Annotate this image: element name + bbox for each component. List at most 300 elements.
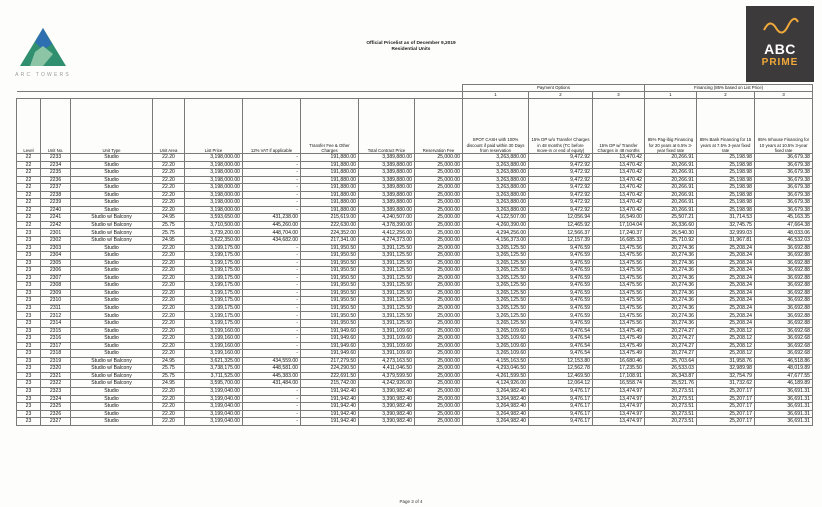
table-cell: 12,056.94 <box>529 214 593 222</box>
table-cell: 3,595,700.00 <box>185 380 243 388</box>
table-cell: 23 <box>17 350 41 358</box>
table-cell: 31,714.53 <box>697 214 755 222</box>
table-cell: 13,474.97 <box>593 387 645 395</box>
table-cell: 26,343.87 <box>645 372 697 380</box>
right-logo-line-1: ABC <box>764 41 796 57</box>
table-cell: 3,391,109.60 <box>359 327 415 335</box>
table-cell: 23 <box>17 357 41 365</box>
table-cell: - <box>243 184 301 192</box>
table-cell: 46,189.89 <box>755 380 813 388</box>
table-cell: 25,000.00 <box>415 357 463 365</box>
table-cell: 25,000.00 <box>415 282 463 290</box>
table-cell: 191,949.60 <box>301 327 359 335</box>
table-cell: Studio <box>71 259 153 267</box>
table-cell: 20,273.51 <box>645 395 697 403</box>
table-cell: 23 <box>17 410 41 418</box>
table-cell: 36,679.38 <box>755 191 813 199</box>
table-cell: 2314 <box>41 320 71 328</box>
table-cell: 25,000.00 <box>415 252 463 260</box>
table-cell: 25,507.21 <box>645 214 697 222</box>
table-cell: 25,000.00 <box>415 206 463 214</box>
table-cell: 22.20 <box>153 199 185 207</box>
table-cell: 23 <box>17 237 41 245</box>
table-cell: 3,198,000.00 <box>185 176 243 184</box>
table-cell: 20,266.91 <box>645 169 697 177</box>
table-cell: Studio <box>71 176 153 184</box>
table-cell: 22 <box>17 176 41 184</box>
column-header: Unit No. <box>41 99 71 154</box>
table-cell: 22.20 <box>153 312 185 320</box>
table-cell: 16,680.46 <box>593 357 645 365</box>
table-cell: 25,208.24 <box>697 252 755 260</box>
table-cell: 23 <box>17 418 41 426</box>
table-cell: 434,682.00 <box>243 237 301 245</box>
table-cell: 13,475.56 <box>593 267 645 275</box>
column-header: 15% DP w/o Transfer Charges in 48 months (TC before move-in or end of equity) <box>529 99 593 154</box>
table-cell: 23 <box>17 304 41 312</box>
table-cell: 4,156,373.00 <box>463 237 529 245</box>
table-cell: 20,274.27 <box>645 327 697 335</box>
table-cell: 36,692.88 <box>755 312 813 320</box>
column-header: List Price <box>185 99 243 154</box>
table-cell: 2322 <box>41 380 71 388</box>
table-cell: 22.20 <box>153 304 185 312</box>
table-cell: - <box>243 312 301 320</box>
table-cell: 17,240.37 <box>593 229 645 237</box>
table-cell: 3,199,175.00 <box>185 320 243 328</box>
table-cell: 23 <box>17 229 41 237</box>
table-cell: 16,685.33 <box>593 237 645 245</box>
table-cell: 13,470.42 <box>593 161 645 169</box>
option-number: 1 <box>645 92 697 99</box>
table-cell: 12,064.12 <box>529 380 593 388</box>
table-cell: 23 <box>17 380 41 388</box>
table-cell: 13,475.56 <box>593 259 645 267</box>
table-cell: 31,732.62 <box>697 380 755 388</box>
table-cell: 9,476.59 <box>529 312 593 320</box>
table-cell: 20,273.51 <box>645 410 697 418</box>
table-cell: 4,242,926.00 <box>359 380 415 388</box>
table-cell: 25,000.00 <box>415 304 463 312</box>
group-number-row <box>17 92 813 99</box>
table-cell: 23 <box>17 267 41 275</box>
table-cell: 13,475.49 <box>593 335 645 343</box>
table-cell: 3,265,125.50 <box>463 297 529 305</box>
table-cell: 22 <box>17 214 41 222</box>
table-cell: 3,391,125.50 <box>359 274 415 282</box>
table-cell: 36,692.88 <box>755 320 813 328</box>
table-cell: 25,208.12 <box>697 342 755 350</box>
table-row <box>17 403 813 411</box>
table-cell: 20,266.91 <box>645 176 697 184</box>
table-cell: 9,476.54 <box>529 327 593 335</box>
table-cell: 25,521.76 <box>645 380 697 388</box>
table-cell: 4,293,046.50 <box>463 365 529 373</box>
table-cell: Studio <box>71 282 153 290</box>
table-cell: 4,378,390.00 <box>359 221 415 229</box>
table-cell: 22.20 <box>153 410 185 418</box>
table-row <box>17 199 813 207</box>
table-cell: 2309 <box>41 289 71 297</box>
table-cell: 16,558.74 <box>593 380 645 388</box>
table-cell: 25,000.00 <box>415 297 463 305</box>
table-cell: 23 <box>17 244 41 252</box>
table-cell: 445,260.00 <box>243 221 301 229</box>
table-cell: Studio w/ Balcony <box>71 372 153 380</box>
table-cell: 13,474.97 <box>593 410 645 418</box>
table-cell: 13,474.97 <box>593 395 645 403</box>
table-row <box>17 282 813 290</box>
table-cell: 3,265,125.50 <box>463 304 529 312</box>
table-cell: Studio <box>71 350 153 358</box>
table-cell: Studio <box>71 403 153 411</box>
table-cell: 22 <box>17 191 41 199</box>
table-cell: 23 <box>17 387 41 395</box>
table-cell: 3,264,982.40 <box>463 403 529 411</box>
table-cell: 36,692.88 <box>755 267 813 275</box>
table-cell: 20,274.36 <box>645 274 697 282</box>
table-cell: 25,000.00 <box>415 244 463 252</box>
table-cell: 24.95 <box>153 237 185 245</box>
table-cell: 2321 <box>41 372 71 380</box>
table-cell: 13,474.97 <box>593 403 645 411</box>
table-cell: 2327 <box>41 418 71 426</box>
table-cell: 2315 <box>41 327 71 335</box>
table-cell: 22 <box>17 154 41 162</box>
table-cell: 3,389,880.00 <box>359 176 415 184</box>
table-cell: 3,390,982.40 <box>359 387 415 395</box>
table-cell: 20,266.91 <box>645 154 697 162</box>
table-cell: 2237 <box>41 184 71 192</box>
table-cell: 22.20 <box>153 184 185 192</box>
table-cell: 3,389,880.00 <box>359 184 415 192</box>
table-cell: 3,265,125.50 <box>463 282 529 290</box>
table-row <box>17 418 813 426</box>
table-cell: 23 <box>17 297 41 305</box>
table-cell: 22.20 <box>153 154 185 162</box>
table-cell: Studio <box>71 312 153 320</box>
table-cell: 3,389,880.00 <box>359 199 415 207</box>
table-cell: 4,260,390.00 <box>463 221 529 229</box>
table-cell: 3,199,040.00 <box>185 387 243 395</box>
table-cell: 20,274.36 <box>645 267 697 275</box>
table-cell: 22 <box>17 206 41 214</box>
table-cell: Studio w/ Balcony <box>71 214 153 222</box>
table-cell: 22.20 <box>153 169 185 177</box>
table-cell: 9,472.92 <box>529 154 593 162</box>
table-cell: 2316 <box>41 335 71 343</box>
table-cell: - <box>243 282 301 290</box>
table-cell: 191,880.00 <box>301 191 359 199</box>
table-cell: 4,379,599.50 <box>359 372 415 380</box>
table-cell: 2234 <box>41 161 71 169</box>
table-cell: Studio <box>71 244 153 252</box>
table-cell: 23 <box>17 312 41 320</box>
document-title <box>300 41 522 53</box>
column-header: 85% Bank Financing for 15 years at 7.5% 3-year fixed rate <box>697 99 755 154</box>
option-number: 3 <box>755 92 813 99</box>
table-cell: 3,199,175.00 <box>185 259 243 267</box>
table-cell: 2241 <box>41 214 71 222</box>
table-cell: 46,518.86 <box>755 357 813 365</box>
table-cell: 25,000.00 <box>415 327 463 335</box>
table-cell: 32,754.79 <box>697 372 755 380</box>
table-cell: 3,265,125.50 <box>463 252 529 260</box>
table-cell: 191,950.50 <box>301 304 359 312</box>
table-cell: - <box>243 206 301 214</box>
table-cell: 4,122,507.00 <box>463 214 529 222</box>
table-cell: Studio <box>71 206 153 214</box>
table-cell: 3,391,125.50 <box>359 304 415 312</box>
table-cell: - <box>243 274 301 282</box>
table-cell: 25,000.00 <box>415 274 463 282</box>
table-cell: 191,942.40 <box>301 410 359 418</box>
table-cell: 25,208.24 <box>697 297 755 305</box>
table-cell: 9,472.92 <box>529 184 593 192</box>
table-cell: 3,199,175.00 <box>185 297 243 305</box>
table-cell: 13,470.42 <box>593 184 645 192</box>
table-cell: 3,391,125.50 <box>359 259 415 267</box>
table-cell: 191,950.50 <box>301 274 359 282</box>
mountain-icon <box>8 22 78 72</box>
table-cell: 3,199,160.00 <box>185 335 243 343</box>
table-cell: - <box>243 418 301 426</box>
table-cell: Studio <box>71 395 153 403</box>
table-cell: 12,465.92 <box>529 221 593 229</box>
table-cell: 4,294,256.00 <box>463 229 529 237</box>
table-cell: 13,470.42 <box>593 206 645 214</box>
table-cell: 4,240,507.00 <box>359 214 415 222</box>
table-cell: 20,273.51 <box>645 387 697 395</box>
table-cell: 9,476.54 <box>529 350 593 358</box>
table-cell: 22 <box>17 184 41 192</box>
table-cell: Studio <box>71 184 153 192</box>
table-cell: 22 <box>17 199 41 207</box>
table-cell: 9,472.92 <box>529 191 593 199</box>
table-cell: 25,000.00 <box>415 372 463 380</box>
title-line-1: Official Pricelist as of December 9,2019 <box>366 41 456 46</box>
table-cell: 9,476.59 <box>529 274 593 282</box>
table-cell: 191,880.00 <box>301 154 359 162</box>
table-cell: 3,391,125.50 <box>359 252 415 260</box>
table-row <box>17 395 813 403</box>
table-cell: 3,710,500.00 <box>185 221 243 229</box>
table-cell: 46,532.03 <box>755 237 813 245</box>
table-cell: 2301 <box>41 229 71 237</box>
table-cell: 2233 <box>41 154 71 162</box>
table-cell: 47,664.38 <box>755 221 813 229</box>
table-cell: 2235 <box>41 169 71 177</box>
table-row <box>17 176 813 184</box>
table-cell: 17,104.04 <box>593 221 645 229</box>
table-cell: 3,199,040.00 <box>185 395 243 403</box>
table-cell: 9,476.59 <box>529 282 593 290</box>
table-cell: 25,000.00 <box>415 312 463 320</box>
table-cell: 13,470.42 <box>593 199 645 207</box>
table-cell: 45,163.35 <box>755 214 813 222</box>
option-number: 2 <box>697 92 755 99</box>
table-cell: 3,390,982.40 <box>359 395 415 403</box>
table-cell: 217,279.50 <box>301 357 359 365</box>
table-cell: 22.20 <box>153 244 185 252</box>
table-cell: 191,949.60 <box>301 342 359 350</box>
table-cell: Studio <box>71 410 153 418</box>
table-cell: 22.20 <box>153 297 185 305</box>
table-cell: 23 <box>17 274 41 282</box>
table-cell: 4,124,926.00 <box>463 380 529 388</box>
table-cell: 25,000.00 <box>415 259 463 267</box>
table-cell: 22.20 <box>153 320 185 328</box>
table-cell: 3,389,880.00 <box>359 206 415 214</box>
table-cell: 13,475.56 <box>593 274 645 282</box>
table-cell: 25,208.24 <box>697 304 755 312</box>
column-header: Unit Type <box>71 99 153 154</box>
table-cell: 23 <box>17 320 41 328</box>
table-row <box>17 387 813 395</box>
table-cell: 3,621,325.00 <box>185 357 243 365</box>
table-cell: 25,207.17 <box>697 395 755 403</box>
table-cell: 12,566.37 <box>529 229 593 237</box>
table-cell: 23 <box>17 252 41 260</box>
table-cell: 2308 <box>41 282 71 290</box>
table-cell: 25,000.00 <box>415 214 463 222</box>
table-cell: 48,033.06 <box>755 229 813 237</box>
table-cell: 26,336.60 <box>645 221 697 229</box>
table-cell: 25,198.98 <box>697 191 755 199</box>
table-cell: Studio <box>71 297 153 305</box>
table-cell: 36,691.31 <box>755 403 813 411</box>
table-cell: 3,263,880.00 <box>463 176 529 184</box>
table-row <box>17 312 813 320</box>
financing-header: Financing (85% based on List Price) <box>645 85 813 92</box>
table-cell: 25,198.98 <box>697 206 755 214</box>
table-cell: 25,000.00 <box>415 191 463 199</box>
table-row <box>17 191 813 199</box>
table-cell: 191,950.50 <box>301 282 359 290</box>
table-cell: 25,198.98 <box>697 199 755 207</box>
table-cell: 23 <box>17 365 41 373</box>
table-cell: 3,199,040.00 <box>185 418 243 426</box>
table-cell: 36,691.31 <box>755 387 813 395</box>
table-cell: 24.95 <box>153 214 185 222</box>
table-cell: 191,949.60 <box>301 335 359 343</box>
table-cell: 2304 <box>41 252 71 260</box>
table-cell: 445,383.00 <box>243 372 301 380</box>
table-cell: 36,692.68 <box>755 327 813 335</box>
table-row <box>17 237 813 245</box>
table-cell: 22.20 <box>153 350 185 358</box>
table-cell: 9,472.92 <box>529 199 593 207</box>
table-cell: 36,679.38 <box>755 176 813 184</box>
table-cell: 3,391,125.50 <box>359 289 415 297</box>
table-cell: 3,391,109.60 <box>359 342 415 350</box>
table-cell: 25,198.98 <box>697 169 755 177</box>
table-row <box>17 161 813 169</box>
table-cell: 3,263,880.00 <box>463 199 529 207</box>
table-cell: 32,999.03 <box>697 229 755 237</box>
table-cell: 36,692.68 <box>755 350 813 358</box>
table-cell: 22 <box>17 169 41 177</box>
table-cell: - <box>243 154 301 162</box>
table-cell: 3,391,125.50 <box>359 312 415 320</box>
table-cell: 191,950.50 <box>301 289 359 297</box>
group-header-row <box>17 85 813 92</box>
table-cell: 3,264,982.40 <box>463 395 529 403</box>
table-cell: 2324 <box>41 395 71 403</box>
table-cell: 13,475.56 <box>593 320 645 328</box>
table-cell: 9,476.59 <box>529 244 593 252</box>
table-cell: Studio w/ Balcony <box>71 229 153 237</box>
table-cell: 36,692.88 <box>755 244 813 252</box>
table-row <box>17 335 813 343</box>
table-cell: 24.95 <box>153 380 185 388</box>
table-cell: 3,199,175.00 <box>185 267 243 275</box>
table-cell: 12,157.39 <box>529 237 593 245</box>
table-cell: - <box>243 191 301 199</box>
table-cell: 25,000.00 <box>415 237 463 245</box>
table-cell: 3,199,175.00 <box>185 244 243 252</box>
table-row <box>17 259 813 267</box>
table-cell: 3,391,109.60 <box>359 350 415 358</box>
table-cell: Studio <box>71 327 153 335</box>
table-cell: 25,198.98 <box>697 176 755 184</box>
table-cell: Studio <box>71 267 153 275</box>
table-cell: 2238 <box>41 191 71 199</box>
table-cell: - <box>243 327 301 335</box>
table-cell: 25,703.64 <box>645 357 697 365</box>
table-cell: 36,692.88 <box>755 304 813 312</box>
table-cell: - <box>243 304 301 312</box>
table-cell: 36,692.88 <box>755 297 813 305</box>
table-cell: 13,475.56 <box>593 282 645 290</box>
column-header: Total Contract Price <box>359 99 415 154</box>
table-cell: Studio <box>71 289 153 297</box>
table-cell: - <box>243 350 301 358</box>
table-cell: 3,390,982.40 <box>359 418 415 426</box>
table-cell: 3,265,125.50 <box>463 312 529 320</box>
table-cell: 3,390,982.40 <box>359 403 415 411</box>
column-header: 15% DP w/ Transfer Charges in 48 months <box>593 99 645 154</box>
table-cell: 191,950.50 <box>301 297 359 305</box>
table-cell: 22.20 <box>153 418 185 426</box>
table-cell: 9,472.92 <box>529 161 593 169</box>
table-cell: 9,476.17 <box>529 395 593 403</box>
table-cell: 431,484.00 <box>243 380 301 388</box>
column-header: 85% Pag-ibig Financing for 20 years at 6.5% 3-year fixed rate <box>645 99 697 154</box>
table-cell: 13,470.42 <box>593 191 645 199</box>
table-cell: 9,476.17 <box>529 418 593 426</box>
table-cell: Studio <box>71 161 153 169</box>
table-cell: 3,198,000.00 <box>185 154 243 162</box>
table-cell: Studio <box>71 252 153 260</box>
table-cell: 25,000.00 <box>415 176 463 184</box>
table-cell: 3,263,880.00 <box>463 154 529 162</box>
table-cell: 25,000.00 <box>415 229 463 237</box>
table-cell: - <box>243 267 301 275</box>
table-cell: 13,474.97 <box>593 418 645 426</box>
table-cell: 191,880.00 <box>301 206 359 214</box>
table-cell: - <box>243 176 301 184</box>
table-cell: 3,198,000.00 <box>185 199 243 207</box>
table-cell: 36,679.38 <box>755 161 813 169</box>
table-cell: 9,476.17 <box>529 410 593 418</box>
table-cell: 191,880.00 <box>301 176 359 184</box>
table-cell: 3,739,200.00 <box>185 229 243 237</box>
table-cell: 25,000.00 <box>415 289 463 297</box>
table-cell: 2242 <box>41 221 71 229</box>
table-cell: 3,263,880.00 <box>463 169 529 177</box>
table-row <box>17 229 813 237</box>
